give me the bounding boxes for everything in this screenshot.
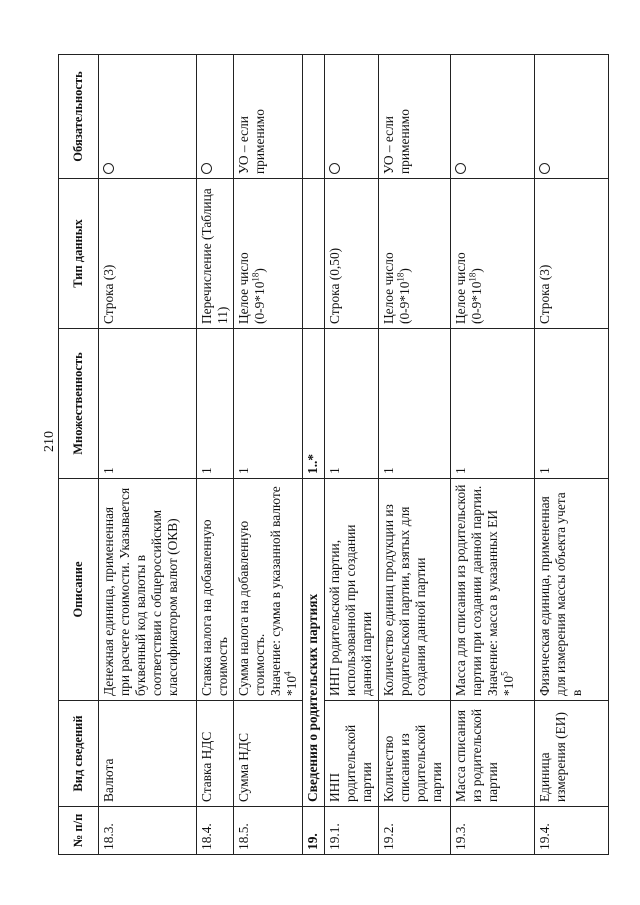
row-obligatory — [99, 55, 197, 179]
row-obligatory — [450, 55, 534, 179]
row-data-type: Строка (0,50) — [324, 179, 378, 329]
header-num: № п/п — [59, 807, 99, 855]
table-header-row — [59, 55, 99, 855]
row-multiplicity: 1 — [324, 329, 378, 479]
row-description: Количество единиц продукции из родительской партии, взятых для создания данной партии — [378, 479, 450, 701]
row-multiplicity: 1 — [450, 329, 534, 479]
type-close: ) — [396, 268, 412, 273]
table-row — [99, 55, 197, 855]
type-main: Целое число — [452, 252, 468, 324]
row-num: 18.5. — [234, 807, 303, 855]
page-number: 210 — [42, 431, 57, 452]
section-multiplicity: 1..* — [303, 329, 324, 479]
type-range: (0-9*10 — [468, 281, 484, 324]
row-obligatory: УО – если применимо — [378, 55, 450, 179]
row-data-type: Строка (3) — [99, 179, 197, 329]
row-num: 19.3. — [450, 807, 534, 855]
description-exponent: 5 — [499, 671, 510, 676]
row-multiplicity: 1 — [378, 329, 450, 479]
type-exponent: 18 — [250, 272, 261, 282]
row-num: 19.1. — [324, 807, 378, 855]
description-value: Значение: сумма в указанной валюте *10 — [268, 486, 300, 696]
description-value: Значение: масса в указанных ЕИ *10 — [484, 509, 516, 696]
row-data-type: Строка (3) — [534, 179, 608, 329]
row-description: Физическая единица, примененная для измерения массы объекта учета в — [534, 479, 608, 701]
row-num: 19.2. — [378, 807, 450, 855]
type-range: (0-9*10 — [252, 281, 268, 324]
table-row — [197, 55, 234, 855]
obligatory-circle-icon — [103, 163, 114, 174]
type-exponent: 18 — [467, 272, 478, 282]
obligatory-circle-icon — [539, 163, 550, 174]
data-table — [58, 54, 609, 855]
description-exponent: 4 — [282, 671, 293, 676]
type-main: Целое число — [236, 252, 252, 324]
section-row — [303, 55, 324, 855]
row-num: 19.4. — [534, 807, 608, 855]
section-title: Сведения о родительских партиях — [303, 479, 324, 807]
row-multiplicity: 1 — [534, 329, 608, 479]
header-description: Описание — [59, 479, 99, 701]
row-kind: Единица измерения (ЕИ) — [534, 701, 608, 807]
row-num: 18.4. — [197, 807, 234, 855]
description-main: Масса для списания из родительской партии при создании данной партии. — [452, 484, 484, 696]
table-row — [324, 55, 378, 855]
row-kind: Ставка НДС — [197, 701, 234, 807]
row-kind: Количество списания из родительской партии — [378, 701, 450, 807]
row-multiplicity: 1 — [234, 329, 303, 479]
row-data-type — [378, 179, 450, 329]
section-num: 19. — [303, 807, 324, 855]
header-kind: Вид сведений — [59, 701, 99, 807]
row-description: ИНП родительской партии, использованной при создании данной партии — [324, 479, 378, 701]
row-obligatory: УО – если применимо — [234, 55, 303, 179]
section-empty-cell — [303, 55, 324, 179]
description-main: Сумма налога на добавленную стоимость. — [236, 520, 268, 696]
row-data-type — [450, 179, 534, 329]
row-description: Денежная единица, примененная при расчете стоимости. Указывается буквенный код валюты в соответствии с общероссийским классификатором валют (ОКВ) — [99, 479, 197, 701]
row-obligatory — [324, 55, 378, 179]
row-obligatory — [534, 55, 608, 179]
rotated-table-container — [58, 55, 600, 855]
row-description — [234, 479, 303, 701]
section-empty-cell — [303, 179, 324, 329]
table-row — [534, 55, 608, 855]
row-kind: Масса списания из родительской партии — [450, 701, 534, 807]
row-description: Ставка налога на добавленную стоимость — [197, 479, 234, 701]
row-multiplicity: 1 — [99, 329, 197, 479]
row-obligatory — [197, 55, 234, 179]
table-row — [234, 55, 303, 855]
row-data-type: Перечисление (Таблица 11) — [197, 179, 234, 329]
header-obligatory: Обязательность — [59, 55, 99, 179]
obligatory-circle-icon — [329, 163, 340, 174]
table-row — [378, 55, 450, 855]
header-data-type: Тип данных — [59, 179, 99, 329]
row-multiplicity: 1 — [197, 329, 234, 479]
row-data-type — [234, 179, 303, 329]
row-kind: Сумма НДС — [234, 701, 303, 807]
table-row — [450, 55, 534, 855]
type-range: (0-9*10 — [396, 281, 412, 324]
row-kind: ИНП родительской партии — [324, 701, 378, 807]
type-main: Целое число — [380, 252, 396, 324]
obligatory-circle-icon — [455, 163, 466, 174]
type-exponent: 18 — [395, 272, 406, 282]
row-description — [450, 479, 534, 701]
header-multiplicity: Множественность — [59, 329, 99, 479]
row-kind: Валюта — [99, 701, 197, 807]
obligatory-circle-icon — [201, 163, 212, 174]
type-close: ) — [468, 268, 484, 273]
row-num: 18.3. — [99, 807, 197, 855]
type-close: ) — [252, 268, 268, 273]
